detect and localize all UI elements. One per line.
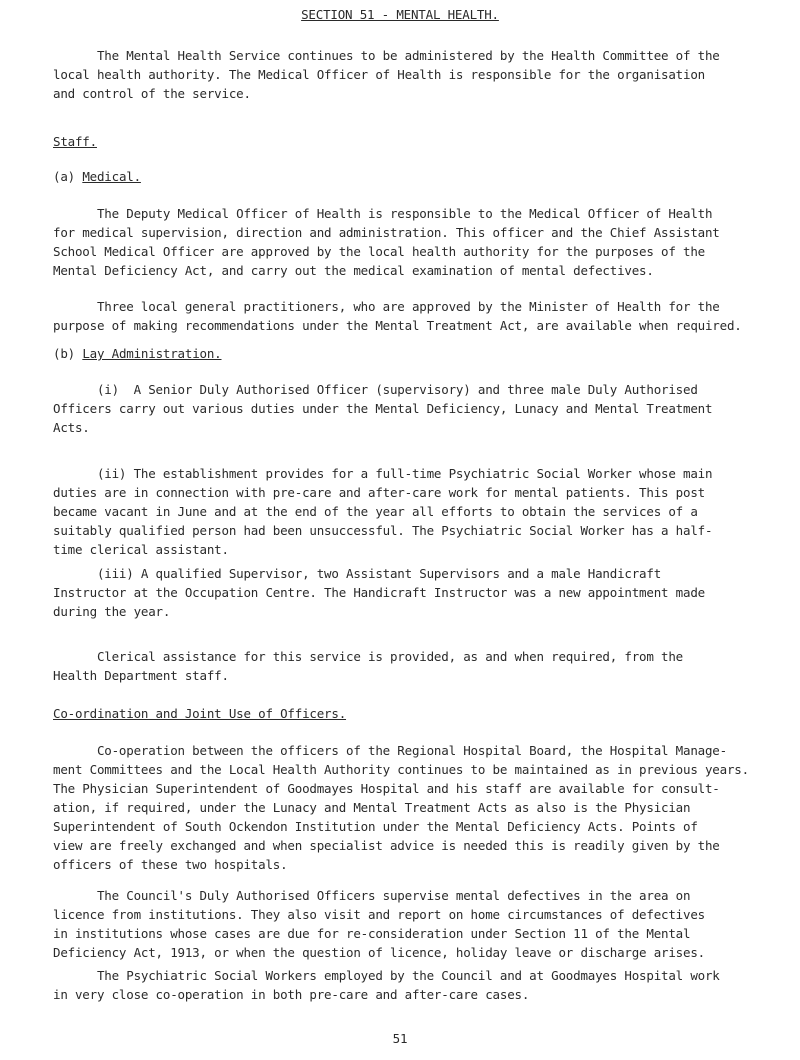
lay-paragraph-3 — [53, 564, 793, 621]
text-line: Instructor at the Occupation Centre. The Handicraft Instructor was a new appointment made — [53, 585, 705, 600]
text-line: and control of the service. — [53, 86, 251, 101]
text-line: The Mental Health Service continues to be administered by the Health Committee of the — [53, 48, 720, 63]
coordination-heading: Co-ordination and Joint Use of Officers. — [53, 706, 347, 721]
text-line: local health authority. The Medical Officer of Health is responsible for the organisation — [53, 67, 705, 82]
lay-administration-heading — [53, 344, 222, 363]
text-line: became vacant in June and at the end of the year all efforts to obtain the services of a — [53, 504, 698, 519]
text-line: view are freely exchanged and when specialist advice is needed this is readily given by the — [53, 838, 720, 853]
text-line: Three local general practitioners, who are approved by the Minister of Health for the — [53, 299, 720, 314]
medical-heading-prefix: (a) — [53, 169, 83, 184]
coordination-paragraph-1 — [53, 741, 793, 874]
text-line: School Medical Officer are approved by the local health authority for the purposes of the — [53, 244, 705, 259]
text-line: during the year. — [53, 604, 171, 619]
text-line: Co-operation between the officers of the Regional Hospital Board, the Hospital Manage- — [53, 743, 727, 758]
page-number: 51 — [392, 1031, 408, 1046]
text-line: The Deputy Medical Officer of Health is responsible to the Medical Officer of Health — [53, 206, 713, 221]
text-line: in institutions whose cases are due for re-consideration under Section 11 of the Mental — [53, 926, 691, 941]
text-line: The Council's Duly Authorised Officers supervise mental defectives in the area on — [53, 888, 691, 903]
lay-heading-label: Lay Administration. — [82, 346, 222, 361]
text-line: time clerical assistant. — [53, 542, 229, 557]
medical-paragraph-1 — [53, 204, 793, 280]
text-line: The Physician Superintendent of Goodmayes Hospital and his staff are available for consult- — [53, 781, 720, 796]
medical-paragraph-2 — [53, 297, 793, 335]
text-line: officers of these two hospitals. — [53, 857, 288, 872]
text-line: Deficiency Act, 1913, or when the question of licence, holiday leave or discharge arises. — [53, 945, 705, 960]
text-line: Superintendent of South Ockendon Institution under the Mental Deficiency Acts. Points of — [53, 819, 698, 834]
text-line: duties are in connection with pre-care and after-care work for mental patients. This post — [53, 485, 705, 500]
text-line: (ii) The establishment provides for a full-time Psychiatric Social Worker whose main — [53, 466, 713, 481]
medical-heading — [53, 167, 141, 186]
text-line: Officers carry out various duties under the Mental Deficiency, Lunacy and Mental Treatment — [53, 401, 713, 416]
text-line: Health Department staff. — [53, 668, 229, 683]
text-line: (iii) A qualified Supervisor, two Assistant Supervisors and a male Handicraft — [53, 566, 662, 581]
text-line: Acts. — [53, 420, 90, 435]
staff-heading: Staff. — [53, 134, 97, 149]
section-title: SECTION 51 - MENTAL HEALTH. — [301, 7, 499, 22]
lay-paragraph-2 — [53, 464, 793, 559]
coordination-paragraph-3 — [53, 966, 793, 1004]
coordination-paragraph-2 — [53, 886, 793, 962]
text-line: ment Committees and the Local Health Authority continues to be maintained as in previous years. — [53, 762, 749, 777]
text-line: ation, if required, under the Lunacy and Mental Treatment Acts as also is the Physician — [53, 800, 691, 815]
text-line: for medical supervision, direction and administration. This officer and the Chief Assistant — [53, 225, 720, 240]
intro-paragraph — [53, 46, 793, 103]
text-line: purpose of making recommendations under the Mental Treatment Act, are available when required. — [53, 318, 742, 333]
lay-paragraph-1 — [53, 380, 793, 437]
text-line: Clerical assistance for this service is provided, as and when required, from the — [53, 649, 684, 664]
text-line: in very close co-operation in both pre-care and after-care cases. — [53, 987, 530, 1002]
text-line: (i) A Senior Duly Authorised Officer (supervisory) and three male Duly Authorised — [53, 382, 698, 397]
text-line: The Psychiatric Social Workers employed by the Council and at Goodmayes Hospital work — [53, 968, 720, 983]
lay-heading-prefix: (b) — [53, 346, 83, 361]
text-line: Mental Deficiency Act, and carry out the medical examination of mental defectives. — [53, 263, 654, 278]
medical-heading-label: Medical. — [82, 169, 141, 184]
lay-paragraph-4 — [53, 647, 793, 685]
text-line: suitably qualified person had been unsuccessful. The Psychiatric Social Worker has a half- — [53, 523, 713, 538]
text-line: licence from institutions. They also visit and report on home circumstances of defectives — [53, 907, 705, 922]
